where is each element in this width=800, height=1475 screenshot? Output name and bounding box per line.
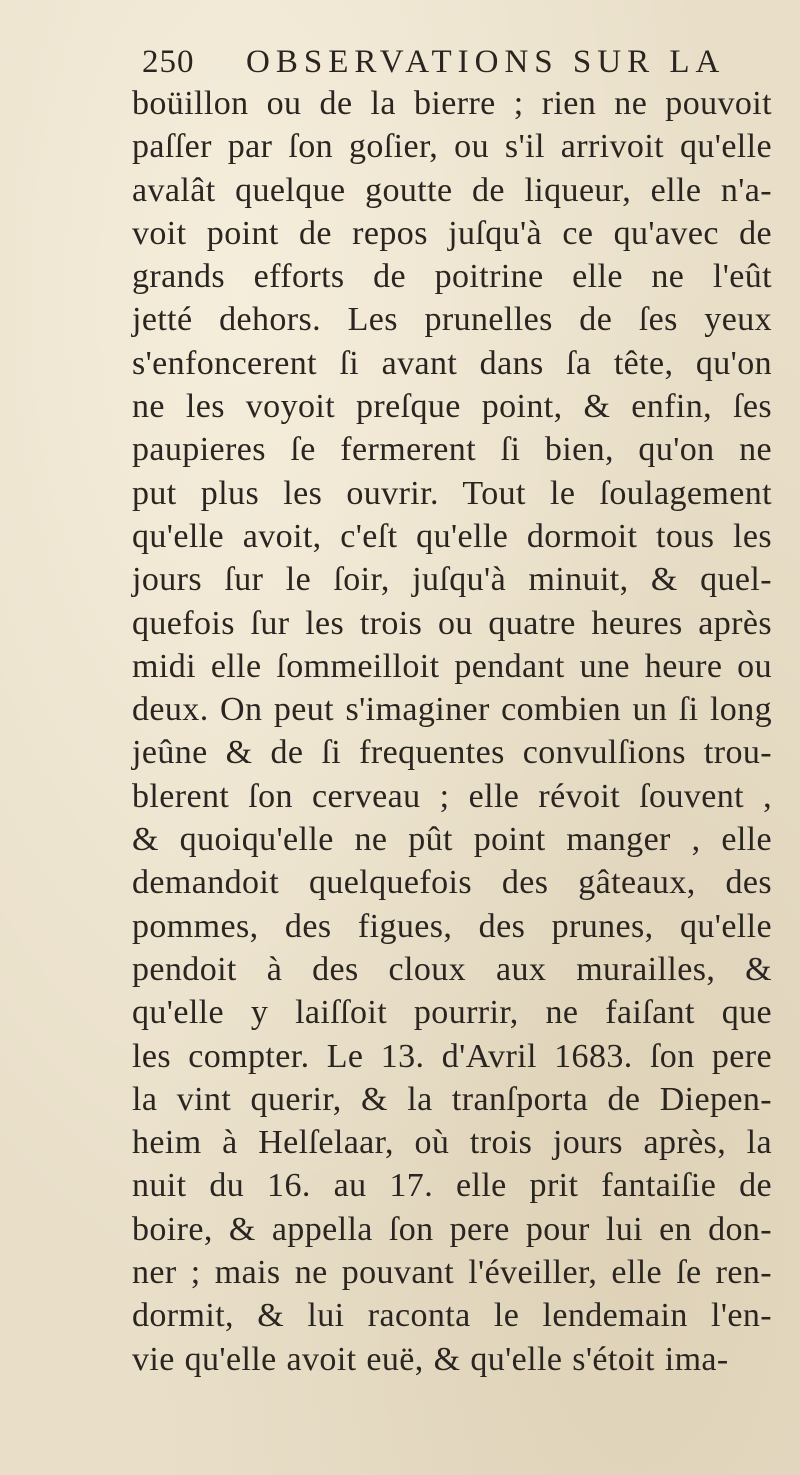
text-line: boire, & appella ſon pere pour lui en don-: [132, 1210, 772, 1248]
text-line: demandoit quelquefois des gâteaux, des: [132, 864, 772, 902]
text-line: nuit du 16. au 17. elle prit fantaiſie de: [132, 1167, 772, 1205]
text-line: quefois ſur les trois ou quatre heures après: [132, 604, 772, 642]
text-line: dormit, & lui raconta le lendemain l'en-: [132, 1297, 772, 1335]
text-line: deux. On peut s'imaginer combien un ſi long: [132, 691, 772, 729]
text-line: jours ſur le ſoir, juſqu'à minuit, & quel-: [132, 561, 772, 599]
text-line: grands efforts de poitrine elle ne l'eût: [132, 258, 772, 296]
running-head: OBSERVATIONS SUR LA: [246, 44, 726, 80]
text-line: s'enfoncerent ſi avant dans ſa tête, qu'on: [132, 344, 772, 382]
text-line: pommes, des figues, des prunes, qu'elle: [132, 907, 772, 945]
page-number: 250: [142, 44, 195, 80]
text-line: avalât quelque goutte de liqueur, elle n'a-: [132, 171, 772, 209]
text-line: midi elle ſommeilloit pendant une heure ou: [132, 647, 772, 685]
text-line: voit point de repos juſqu'à ce qu'avec de: [132, 214, 772, 252]
text-line: & quoiqu'elle ne pût point manger , elle: [132, 821, 772, 859]
text-line: jeûne & de ſi frequentes convulſions trou-: [132, 734, 772, 772]
text-line: blerent ſon cerveau ; elle révoit ſouvent ,: [132, 777, 772, 815]
text-line: jetté dehors. Les prunelles de ſes yeux: [132, 301, 772, 339]
body-text: [132, 82, 772, 1381]
text-line: paſſer par ſon goſier, ou s'il arrivoit qu'elle: [132, 128, 772, 166]
text-line: vie qu'elle avoit euë, & qu'elle s'étoit ima-: [132, 1340, 729, 1378]
text-line: pendoit à des cloux aux murailles, &: [132, 950, 772, 988]
text-line: boüillon ou de la bierre ; rien ne pouvoit: [132, 85, 772, 122]
text-line: paupieres ſe fermerent ſi bien, qu'on ne: [132, 431, 772, 469]
text-line: les compter. Le 13. d'Avril 1683. ſon pere: [132, 1037, 772, 1075]
text-line: ne les voyoit preſque point, & enfin, ſes: [132, 388, 772, 426]
text-line: ner ; mais ne pouvant l'éveiller, elle ſe ren-: [132, 1254, 772, 1292]
text-line: qu'elle avoit, c'eſt qu'elle dormoit tous les: [132, 517, 772, 555]
text-line: la vint querir, & la tranſporta de Diepen-: [132, 1080, 772, 1118]
text-line: put plus les ouvrir. Tout le ſoulagement: [132, 474, 772, 512]
text-line: heim à Helſelaar, où trois jours après, la: [132, 1124, 772, 1162]
text-line: qu'elle y laiſſoit pourrir, ne faiſant que: [132, 994, 772, 1032]
